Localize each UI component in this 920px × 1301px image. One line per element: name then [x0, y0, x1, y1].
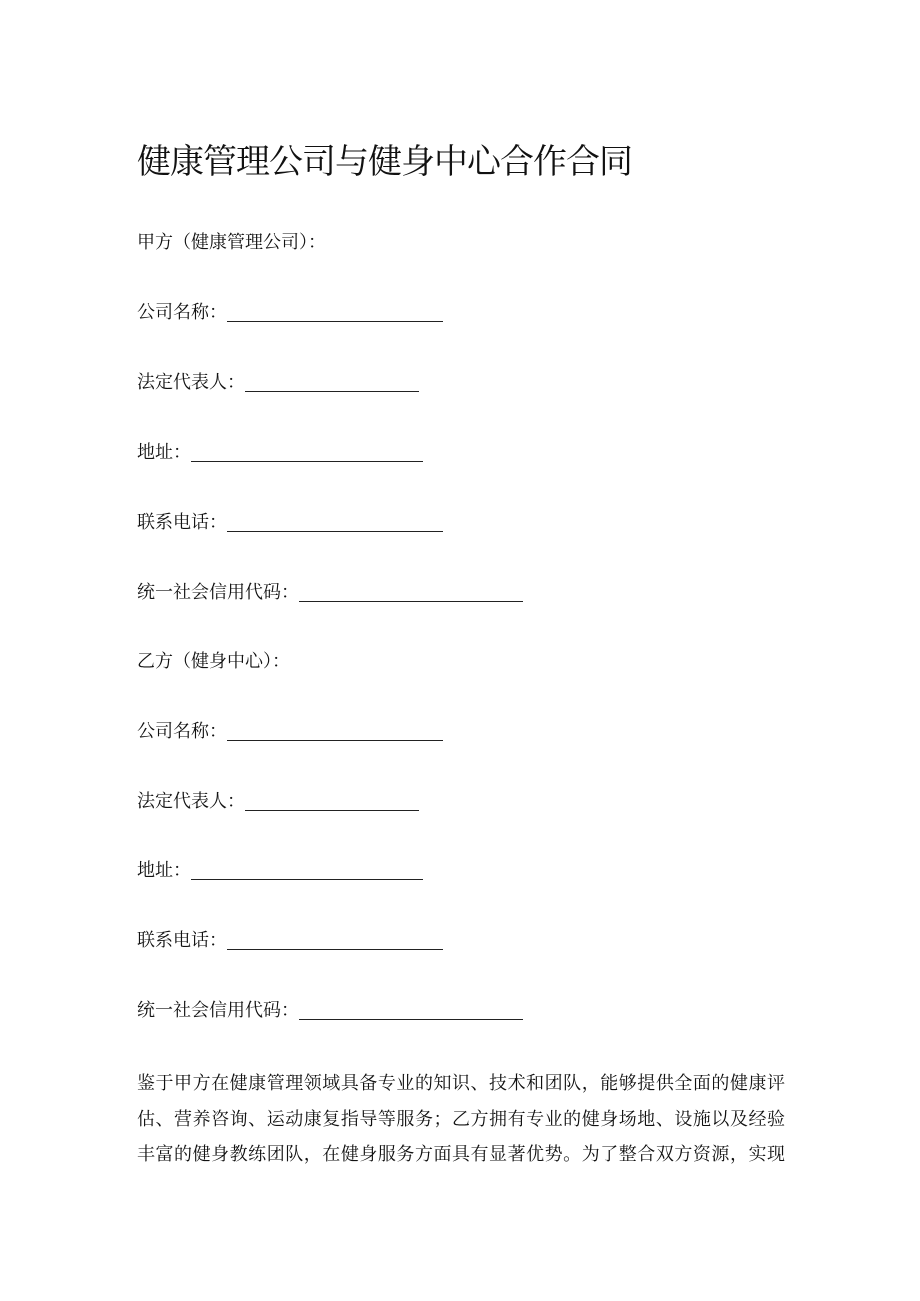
party-a-address-row: [137, 440, 423, 466]
preamble-line-3: 丰富的健身教练团队，在健身服务方面具有显著优势。为了整合双方资源，实现: [137, 1144, 785, 1165]
party-b-legal-rep-row: [137, 789, 419, 815]
party-b-legal-rep-blank[interactable]: [245, 792, 419, 811]
party-b-address-blank[interactable]: [191, 861, 423, 880]
party-b-company-name-row: [137, 719, 443, 745]
party-b-phone-blank[interactable]: [227, 931, 443, 950]
party-a-company-name-label: 公司名称：: [137, 302, 227, 323]
party-b-credit-code-row: [137, 998, 523, 1024]
party-a-address-label: 地址：: [137, 442, 191, 463]
party-a-credit-code-label: 统一社会信用代码：: [137, 582, 299, 603]
contract-title: 健康管理公司与健身中心合作合同: [137, 142, 632, 182]
party-a-phone-blank[interactable]: [227, 513, 443, 532]
party-b-address-row: [137, 858, 423, 884]
party-b-phone-row: [137, 928, 443, 954]
party-a-heading: [137, 230, 326, 256]
party-b-heading: [137, 649, 290, 675]
party-b-heading-text: 乙方（健身中心）：: [137, 651, 290, 672]
party-a-company-name-row: [137, 300, 443, 326]
party-a-phone-label: 联系电话：: [137, 512, 227, 533]
party-a-heading-text: 甲方（健康管理公司）：: [137, 232, 326, 253]
party-b-company-name-label: 公司名称：: [137, 721, 227, 742]
preamble-line-1: 鉴于甲方在健康管理领域具备专业的知识、技术和团队，能够提供全面的健康评: [137, 1073, 785, 1094]
party-b-credit-code-label: 统一社会信用代码：: [137, 1000, 299, 1021]
party-a-company-name-blank[interactable]: [227, 303, 443, 322]
party-a-legal-rep-label: 法定代表人：: [137, 372, 245, 393]
party-b-legal-rep-label: 法定代表人：: [137, 791, 245, 812]
party-a-address-blank[interactable]: [191, 443, 423, 462]
party-b-phone-label: 联系电话：: [137, 930, 227, 951]
party-a-legal-rep-row: [137, 370, 419, 396]
party-b-credit-code-blank[interactable]: [299, 1001, 523, 1020]
party-a-credit-code-blank[interactable]: [299, 583, 523, 602]
party-a-credit-code-row: [137, 580, 523, 606]
preamble-line-2: 估、营养咨询、运动康复指导等服务；乙方拥有专业的健身场地、设施以及经验: [137, 1108, 785, 1130]
preamble-paragraph: [137, 1066, 785, 1173]
party-b-address-label: 地址：: [137, 860, 191, 881]
party-b-company-name-blank[interactable]: [227, 722, 443, 741]
party-a-legal-rep-blank[interactable]: [245, 373, 419, 392]
party-a-phone-row: [137, 510, 443, 536]
